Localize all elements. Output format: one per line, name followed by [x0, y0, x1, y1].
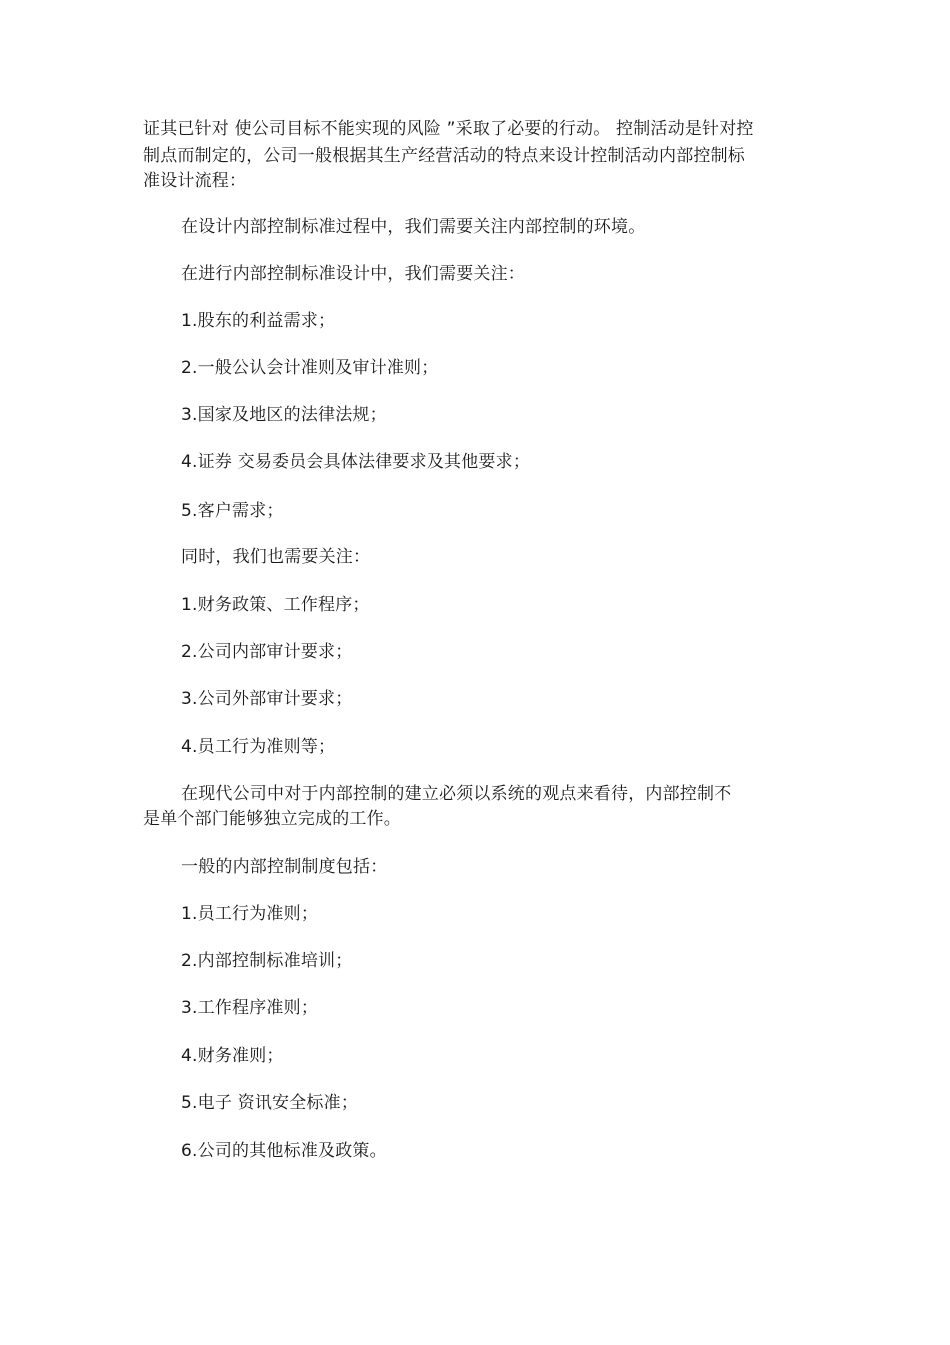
- list-item: 2.公司内部审计要求；: [181, 642, 353, 662]
- list-item: 4.证券 交易委员会具体法律要求及其他要求；: [181, 452, 531, 472]
- paragraph-environment: 在设计内部控制标准过程中，我们需要关注内部控制的环境。: [181, 217, 646, 237]
- list-item: 3.公司外部审计要求；: [181, 689, 353, 709]
- paragraph-modern-line-1: 在现代公司中对于内部控制的建立必须以系统的观点来看待，内部控制不: [181, 784, 732, 804]
- list-item: 3.工作程序准则；: [181, 998, 319, 1018]
- list-item: 6.公司的其他标准及政策。: [181, 1141, 387, 1161]
- paragraph-modern-line-2: 是单个部门能够独立完成的工作。: [143, 809, 401, 829]
- list-item: 4.员工行为准则等；: [181, 737, 336, 757]
- list-item: 1.员工行为准则；: [181, 904, 319, 924]
- list-item: 2.内部控制标准培训；: [181, 951, 353, 971]
- list-item: 3.国家及地区的法律法规；: [181, 405, 387, 425]
- list-item: 4.财务准则；: [181, 1046, 284, 1066]
- list-item: 2.一般公认会计准则及审计准则；: [181, 358, 439, 378]
- list-item: 1.财务政策、工作程序；: [181, 595, 370, 615]
- list-item: 5.客户需求；: [181, 501, 284, 521]
- list-item: 1.股东的利益需求；: [181, 311, 336, 331]
- paragraph-system-heading: 一般的内部控制制度包括：: [181, 857, 388, 877]
- paragraph-focus-heading: 在进行内部控制标准设计中，我们需要关注：: [181, 264, 525, 284]
- list-item: 5.电子 资讯安全标准；: [181, 1093, 359, 1113]
- intro-line-1: 证其已针对 使公司目标不能实现的风险 ”采取了必要的行动。 控制活动是针对控: [143, 119, 754, 139]
- intro-line-3: 准设计流程：: [143, 171, 247, 191]
- paragraph-also-heading: 同时，我们也需要关注：: [181, 547, 371, 567]
- intro-line-2: 制点而制定的，公司一般根据其生产经营活动的特点来设计控制活动内部控制标: [143, 146, 745, 166]
